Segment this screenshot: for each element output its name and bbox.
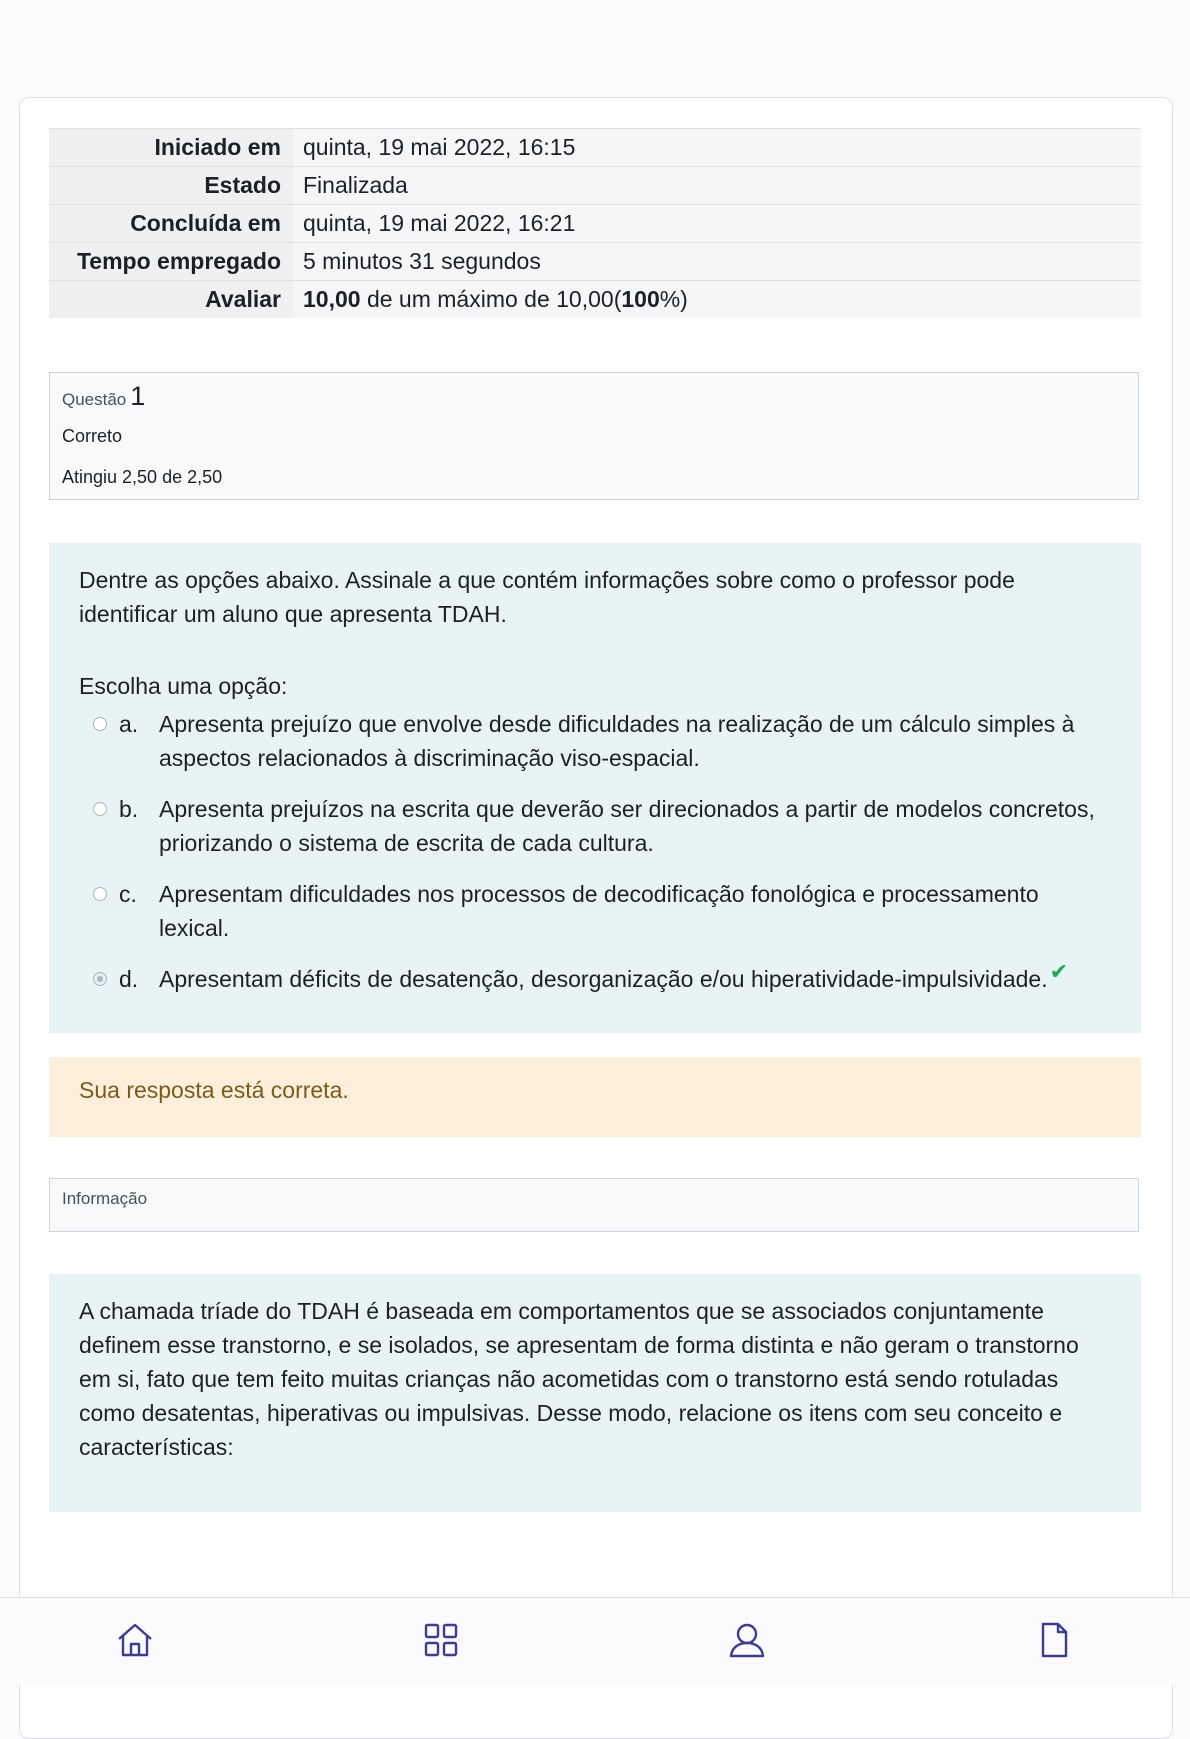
question-text: Dentre as opções abaixo. Assinale a que contém informações sobre como o professor pode identificar um aluno que apresenta TDAH. [79,567,1015,627]
summary-row-state [49,167,1141,205]
answer-option-a[interactable] [79,707,1111,775]
option-text: Apresentam déficits de desatenção, desorganização e/ou hiperatividade-impulsividade. [159,966,1048,992]
grade-middle: de um máximo de 10,00( [360,286,622,312]
question-info-box [49,372,1139,500]
information-text: A chamada tríade do TDAH é baseada em comportamentos que se associados conjuntamente definem esse transtorno, e se isolados, se apresentam de forma distinta e não geram o transtorno em si, fato que tem feito muitas crianças não acometidas com o transtorno está sendo rotuladas como desatentas, hiperativas ou impulsivas. Desse modo, relacione os itens com seu conceito e características: [79,1298,1079,1460]
grid-icon[interactable] [421,1620,461,1660]
summary-label: Tempo empregado [49,243,293,281]
summary-value: quinta, 19 mai 2022, 16:21 [293,205,1141,243]
answer-option-c[interactable] [79,877,1111,945]
radio-button[interactable] [93,717,107,731]
grade-percent: 100 [621,286,660,312]
summary-label: Estado [49,167,293,205]
answer-prompt: Escolha uma opção: [79,673,288,699]
answer-option-b[interactable] [79,792,1111,860]
option-letter: d. [119,966,139,992]
information-content [49,1274,1141,1512]
summary-row-completed [49,205,1141,243]
radio-button-selected[interactable] [93,972,107,986]
answer-option-d[interactable] [79,959,1111,997]
option-text: Apresenta prejuízos na escrita que deverão ser direcionados a partir de modelos concretos, priorizando o sistema de escrita de cada cultura. [159,796,1095,856]
attempt-summary-table [49,128,1141,318]
summary-row-started [49,129,1141,167]
summary-value [293,281,1141,319]
question-formulation [49,543,1141,1033]
bottom-navigation-bar [0,1597,1190,1685]
summary-value: quinta, 19 mai 2022, 16:15 [293,129,1141,167]
summary-row-grade [49,281,1141,319]
summary-label: Concluída em [49,205,293,243]
option-text: Apresentam dificuldades nos processos de decodificação fonológica e processamento lexical. [159,881,1039,941]
grade-score: 10,00 [303,286,361,312]
document-icon[interactable] [1034,1620,1074,1660]
feedback-text: Sua resposta está correta. [79,1077,349,1103]
summary-value: 5 minutos 31 segundos [293,243,1141,281]
summary-row-time-taken [49,243,1141,281]
question-state: Correto [62,426,123,446]
option-text: Apresenta prejuízo que envolve desde dificuldades na realização de um cálculo simples à aspectos relacionados à discriminação viso-espacial. [159,711,1075,771]
summary-label: Iniciado em [49,129,293,167]
question-label: Questão [62,390,127,409]
question-grade: Atingiu 2,50 de 2,50 [62,467,223,487]
answer-options [79,707,1111,997]
question-number-line [62,381,1126,412]
answer-feedback [49,1057,1141,1137]
radio-button[interactable] [93,802,107,816]
radio-button[interactable] [93,887,107,901]
option-letter: b. [119,796,139,822]
question-number: 1 [130,381,146,411]
summary-label: Avaliar [49,281,293,319]
user-icon[interactable] [727,1620,767,1660]
option-letter: a. [119,711,139,737]
information-info-box [49,1178,1139,1232]
option-letter: c. [119,881,137,907]
summary-value: Finalizada [293,167,1141,205]
information-label: Informação [62,1189,148,1208]
home-icon[interactable] [115,1620,155,1660]
grade-end: %) [659,286,688,312]
correct-check-icon: ✔ [1049,959,1069,984]
